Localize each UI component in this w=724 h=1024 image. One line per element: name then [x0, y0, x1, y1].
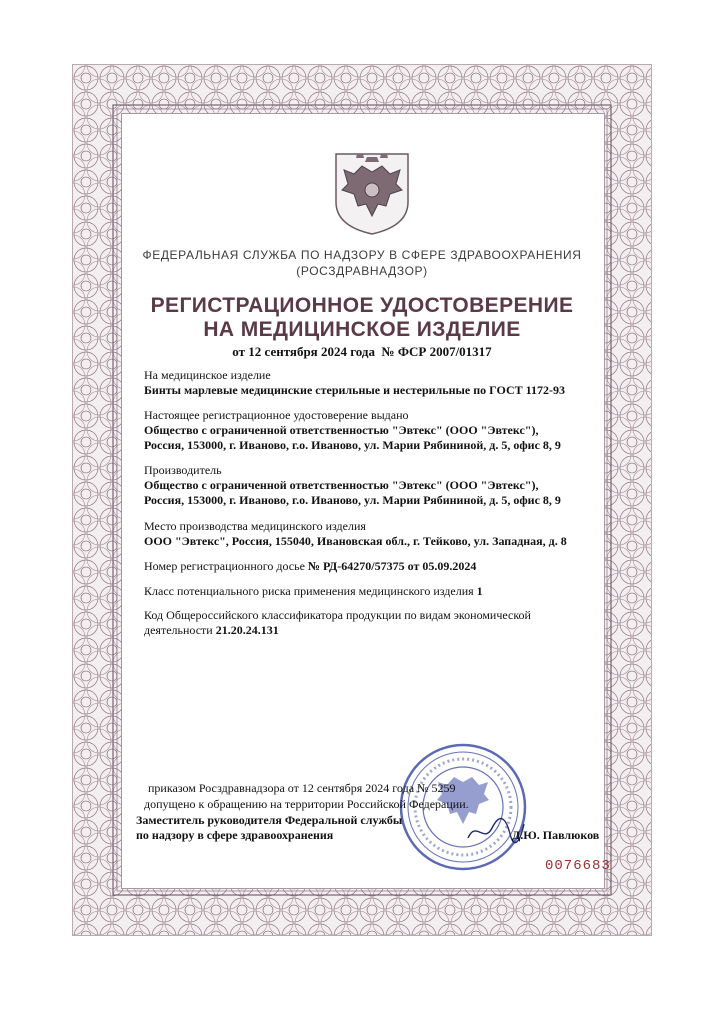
production-place-label: Место производства медицинского изделия: [144, 519, 366, 533]
okp-section: [144, 608, 604, 638]
permit-line: допущено к обращению на территории Российской Федерации.: [144, 797, 469, 811]
issue-date: 12 сентября 2024 года: [248, 344, 375, 359]
number-sign: №: [381, 344, 395, 359]
risk-class-label: Класс потенциального риска применения медицинского изделия: [144, 584, 474, 598]
document-title: РЕГИСТРАЦИОННОЕ УДОСТОВЕРЕНИЕ: [150, 294, 574, 317]
manufacturer-section: [144, 463, 604, 508]
dossier-section: [144, 559, 604, 574]
order-line: приказом Росздравнадзора от 12 сентября 2024 года № 5259: [148, 781, 456, 795]
dossier-value: № РД-64270/57375 от 05.09.2024: [307, 559, 477, 573]
agency-short-name: (РОСЗДРАВНАДЗОР): [296, 264, 428, 278]
signer-name: Д.Ю. Павлюков: [512, 828, 600, 842]
serial-number: 0076683: [545, 858, 611, 874]
holder-name: Общество с ограниченной ответственностью "Эвтекс" (ООО "Эвтекс"),: [144, 423, 539, 437]
risk-class-value: 1: [476, 584, 483, 598]
document-subtitle: НА МЕДИЦИНСКОЕ ИЗДЕЛИЕ: [203, 318, 521, 341]
production-place-section: [144, 519, 604, 549]
coat-of-arms-icon: [332, 150, 412, 236]
manufacturer-label: Производитель: [144, 463, 222, 477]
holder-address: Россия, 153000, г. Иваново, г.о. Иваново, ул. Марии Рябининой, д. 5, офис 8, 9: [144, 438, 561, 452]
signer-title-line2: по надзору в сфере здравоохранения: [136, 828, 334, 842]
okp-label-line2: деятельности: [144, 623, 213, 637]
risk-class-section: [144, 584, 604, 599]
signer-title-line1: Заместитель руководителя Федеральной службы: [136, 813, 403, 827]
okp-label-line1: Код Общероссийского классификатора продукции по видам экономической: [144, 608, 531, 622]
dossier-label: Номер регистрационного досье: [144, 559, 305, 573]
holder-label: Настоящее регистрационное удостоверение выдано: [144, 408, 409, 422]
manufacturer-name: Общество с ограниченной ответственностью "Эвтекс" (ООО "Эвтекс"),: [144, 478, 539, 492]
device-label: На медицинское изделие: [144, 368, 271, 382]
issue-line: [0, 344, 724, 360]
agency-name: ФЕДЕРАЛЬНАЯ СЛУЖБА ПО НАДЗОРУ В СФЕРЕ ЗДРАВООХРАНЕНИЯ: [142, 248, 582, 262]
okp-code: 21.20.24.131: [215, 623, 279, 637]
holder-section: [144, 408, 604, 453]
date-prefix: от: [232, 344, 246, 359]
production-place-value: ООО "Эвтекс", Россия, 155040, Ивановская обл., г. Тейково, ул. Западная, д. 8: [144, 534, 567, 548]
registration-number: ФСР 2007/01317: [397, 344, 492, 359]
device-section: [144, 368, 604, 398]
manufacturer-address: Россия, 153000, г. Иваново, г.о. Иваново, ул. Марии Рябининой, д. 5, офис 8, 9: [144, 493, 561, 507]
device-value: Бинты марлевые медицинские стерильные и нестерильные по ГОСТ 1172-93: [144, 383, 565, 397]
